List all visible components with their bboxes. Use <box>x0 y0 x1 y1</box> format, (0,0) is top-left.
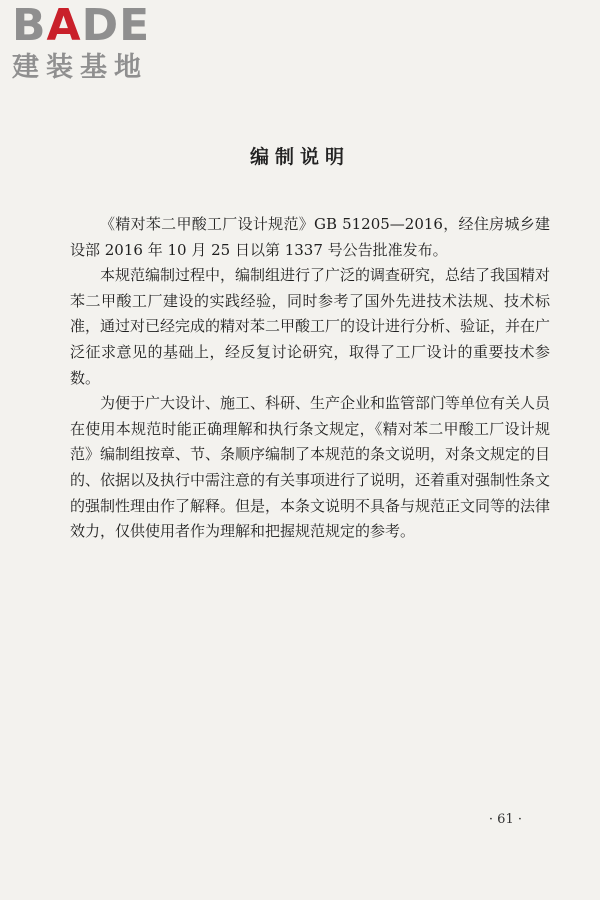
page-title: 编制说明 <box>249 146 350 168</box>
logo-subtitle: 建装基地 <box>12 52 148 83</box>
publisher-logo <box>12 0 182 85</box>
paragraph-approval: 《精对苯二甲酸工厂设计规范》GB 51205—2016，经住房城乡建设部 2016 年 10 月 25 日以第 1337 号公告批准发布。 <box>70 215 550 259</box>
logo-letters-de: DE <box>81 0 151 51</box>
body-text <box>70 212 550 545</box>
logo-letter-b: B <box>12 0 47 51</box>
paragraph-purpose: 为便于广大设计、施工、科研、生产企业和监管部门等单位有关人员在使用本规范时能正确理解和执行条文规定，《精对苯二甲酸工厂设计规范》编制组按章、节、条顺序编制了本规范的条文说明，对条文规定的目的、依据以及执行中需注意的有关事项进行了说明，还着重对强制性条文的强制性理由作了解释。但是，本条文说明不具备与规范正文同等的法律效力，仅供使用者作为理解和把握规范规定的参考。 <box>70 394 551 541</box>
logo-letter-a: A <box>46 0 82 51</box>
logo-wordmark <box>12 0 182 51</box>
page-number: · 61 · <box>488 812 522 827</box>
paragraph-compilation: 本规范编制过程中，编制组进行了广泛的调查研究，总结了我国精对苯二甲酸工厂建设的实践经验，同时参考了国外先进技术法规、技术标准，通过对已经完成的精对苯二甲酸工厂的设计进行分析、验证，并在广泛征求意见的基础上，经反复讨论研究，取得了工厂设计的重要技术参数。 <box>70 266 551 387</box>
